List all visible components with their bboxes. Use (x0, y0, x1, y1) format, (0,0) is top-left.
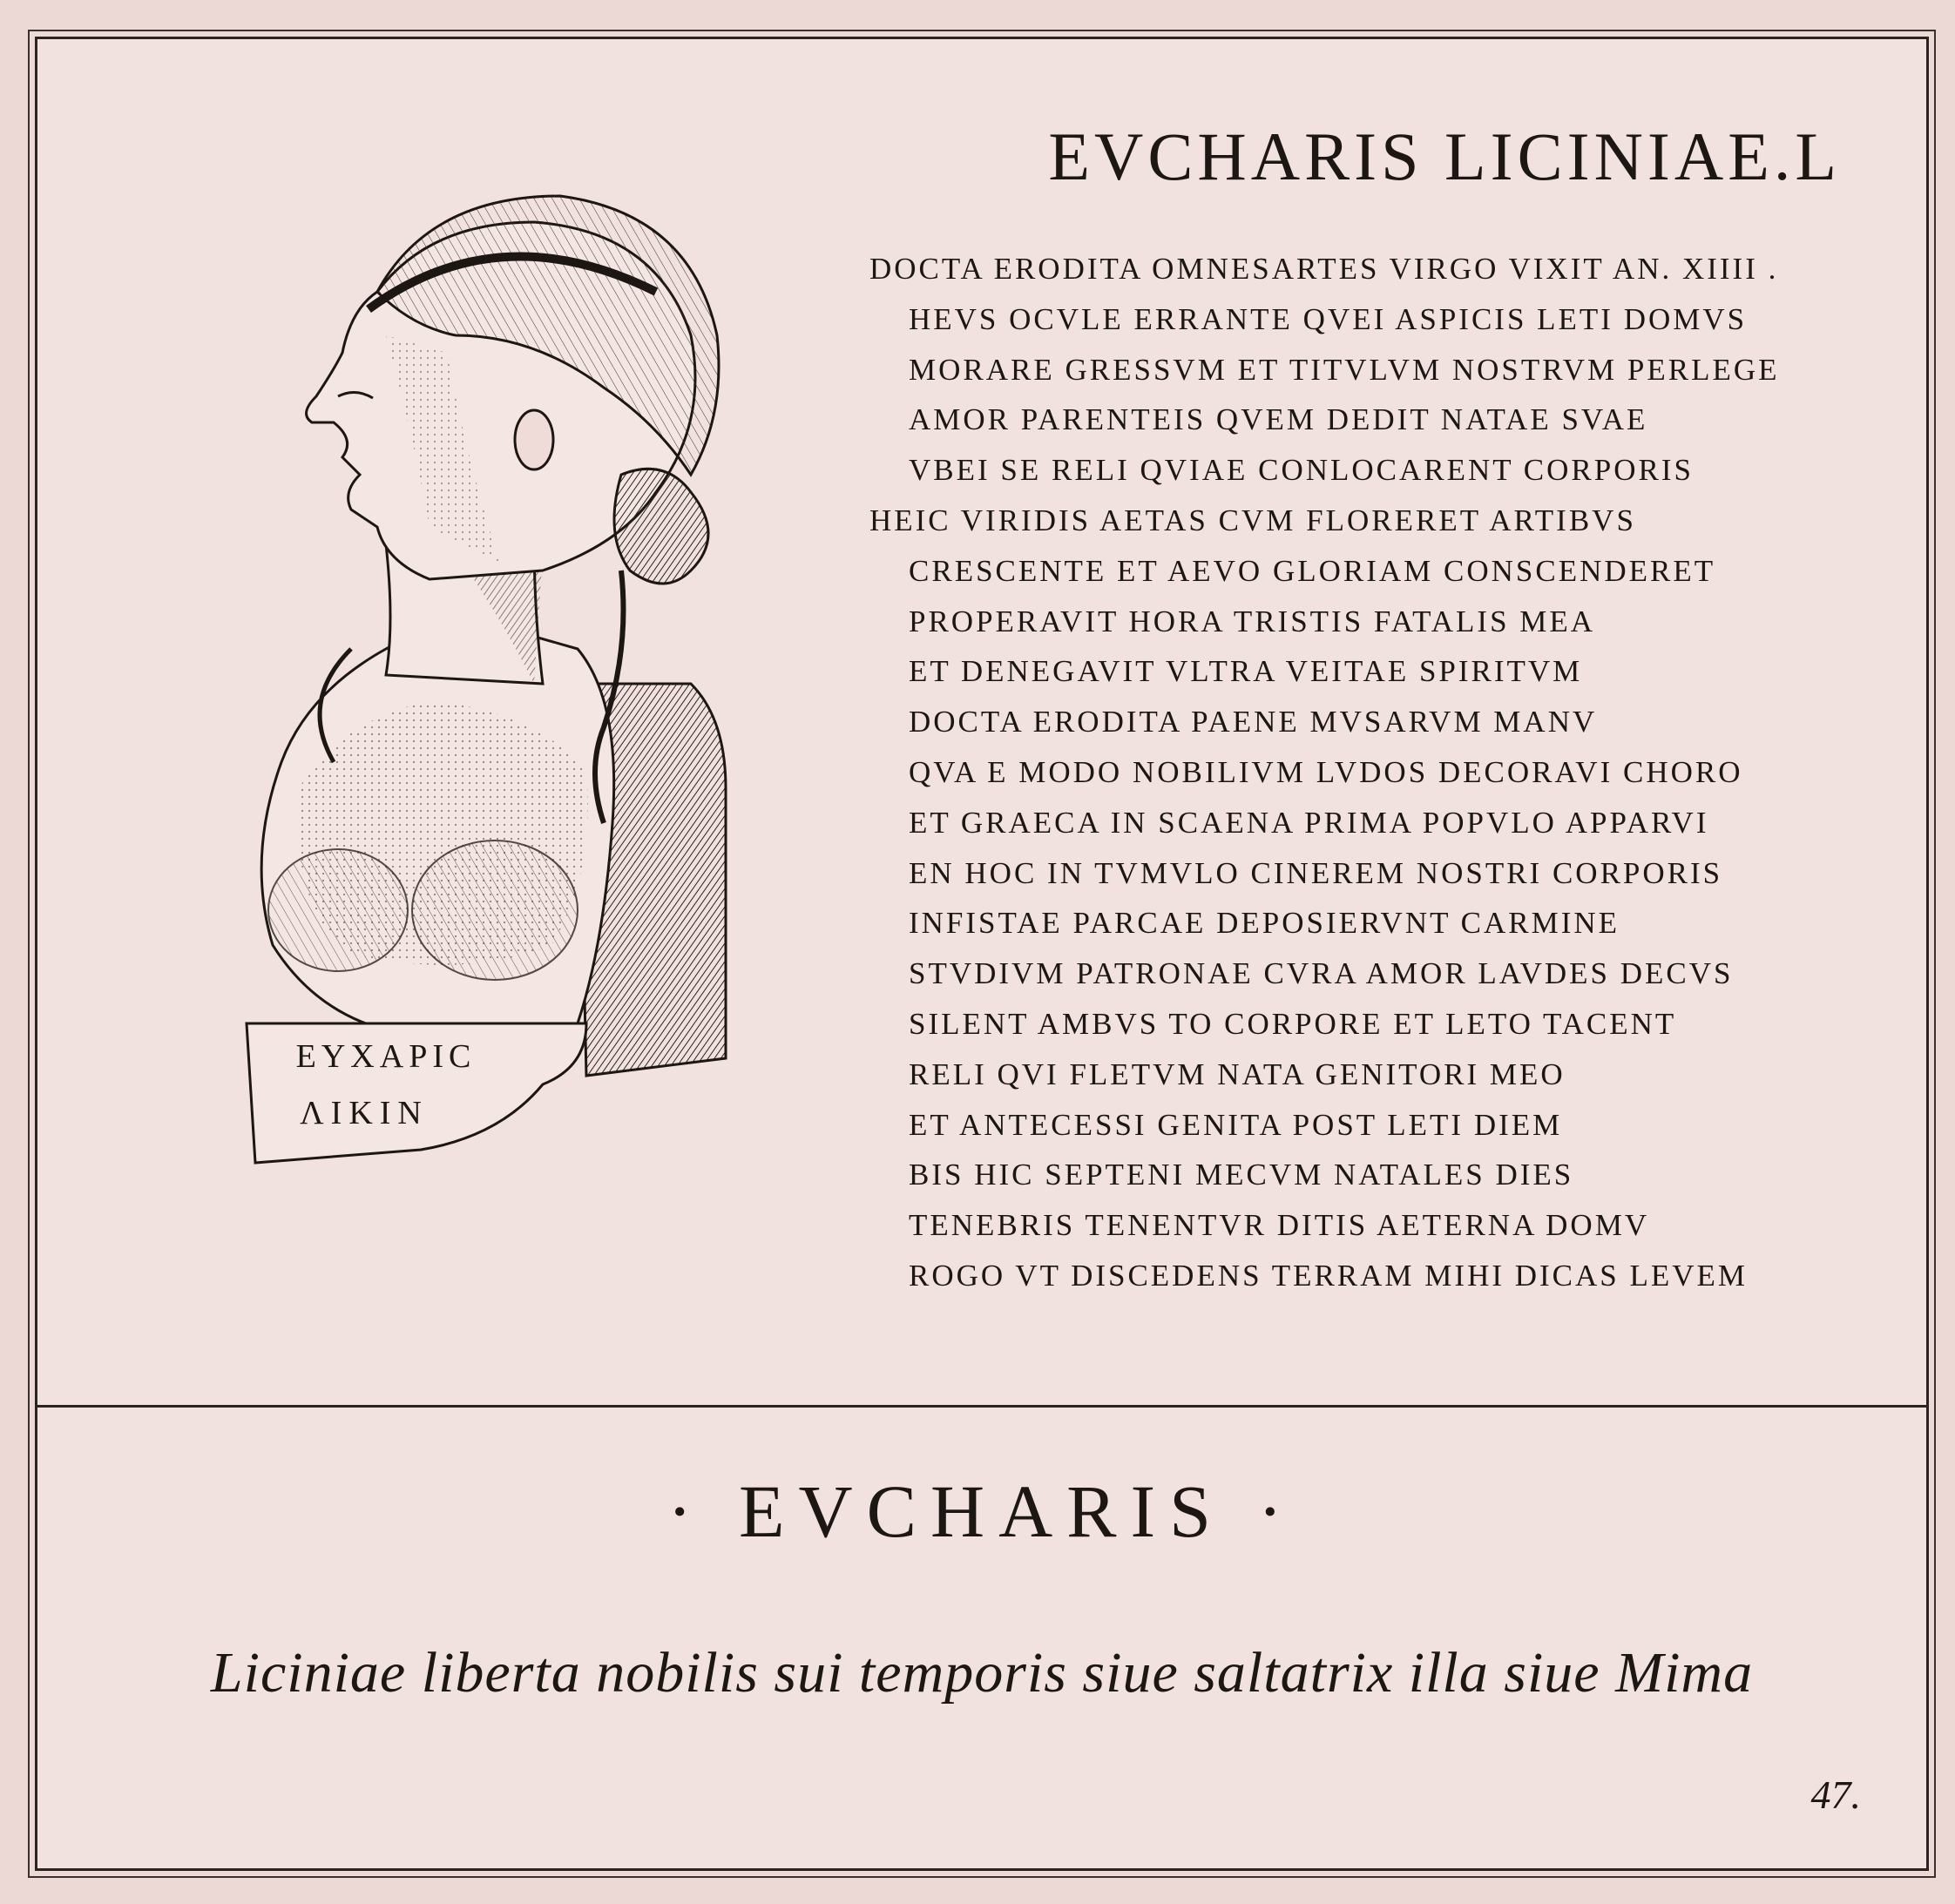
subject-name: · EVCHARIS · (666, 1469, 1297, 1553)
breast-right (412, 841, 578, 980)
inscription-line: DOCTA ERODITA OMNESARTES VIRGO VIXIT AN. XIIII . (869, 252, 1779, 286)
inscription-line: ET GRAECA IN SCAENA PRIMA POPVLO APPARVI (909, 805, 1709, 840)
inscription-line: VBEI SE RELI QVIAE CONLOCARENT CORPORIS (909, 453, 1694, 488)
inscription-line: EN HOC IN TVMVLO CINEREM NOSTRI CORPORIS (909, 855, 1723, 890)
epitaph-inscription (869, 244, 1863, 1301)
inscription-line: ROGO VT DISCEDENS TERRAM MIHI DICAS LEVEM (909, 1258, 1749, 1293)
inscription-line: DOCTA ERODITA PAENE MVSARVM MANV (909, 705, 1598, 739)
inscription-line: ET DENEGAVIT VLTRA VEITAE SPIRITVM (909, 654, 1583, 689)
inscription-line: AMOR PARENTEIS QVEM DEDIT NATAE SVAE (909, 402, 1648, 437)
inscription-line: TENEBRIS TENENTVR DITIS AETERNA DOMV (909, 1208, 1650, 1243)
breast-left (268, 849, 408, 971)
bust-label-greek-2: ΛΙΚΙΝ (300, 1095, 429, 1131)
inscription-line: CRESCENTE ET AEVO GLORIAM CONSCENDERET (909, 553, 1716, 588)
inscription-title: EVCHARIS LICINIAE.L (1048, 118, 1841, 194)
inscription-line: INFISTAE PARCAE DEPOSIERVNT CARMINE (909, 906, 1620, 941)
inscription-line: RELI QVI FLETVM NATA GENITORI MEO (909, 1057, 1566, 1091)
inscription-line: BIS HIC SEPTENI MECVM NATALES DIES (909, 1158, 1574, 1192)
bust-portrait-engraving (168, 161, 761, 1206)
inscription-line: PROPERAVIT HORA TRISTIS FATALIS MEA (909, 604, 1596, 638)
subject-caption: Liciniae liberta nobilis sui temporis siue saltatrix illa siue Mima (210, 1641, 1754, 1705)
inscription-line: MORARE GRESSVM ET TITVLVM NOSTRVM PERLEGE (909, 352, 1780, 387)
page-number: 47. (1810, 1772, 1861, 1817)
plate-frame (35, 37, 1929, 1871)
ear (515, 410, 553, 469)
inscription-line: HEVS OCVLE ERRANTE QVEI ASPICIS LETI DOMVS (909, 301, 1748, 336)
inscription-line: HEIC VIRIDIS AETAS CVM FLORERET ARTIBVS (869, 503, 1636, 537)
inscription-line: STVDIVM PATRONAE CVRA AMOR LAVDES DECVS (909, 956, 1734, 991)
inscription-line: QVA E MODO NOBILIVM LVDOS DECORAVI CHORO (909, 754, 1743, 789)
inscription-line: SILENT AMBVS TO CORPORE ET LETO TACENT (909, 1006, 1677, 1041)
bust-label-greek: ΕΥΧΑΡΙC (295, 1038, 477, 1075)
horizontal-rule (37, 1405, 1926, 1408)
hair-curls (614, 469, 708, 584)
inscription-line: ET ANTECESSI GENITA POST LETI DIEM (909, 1107, 1563, 1142)
